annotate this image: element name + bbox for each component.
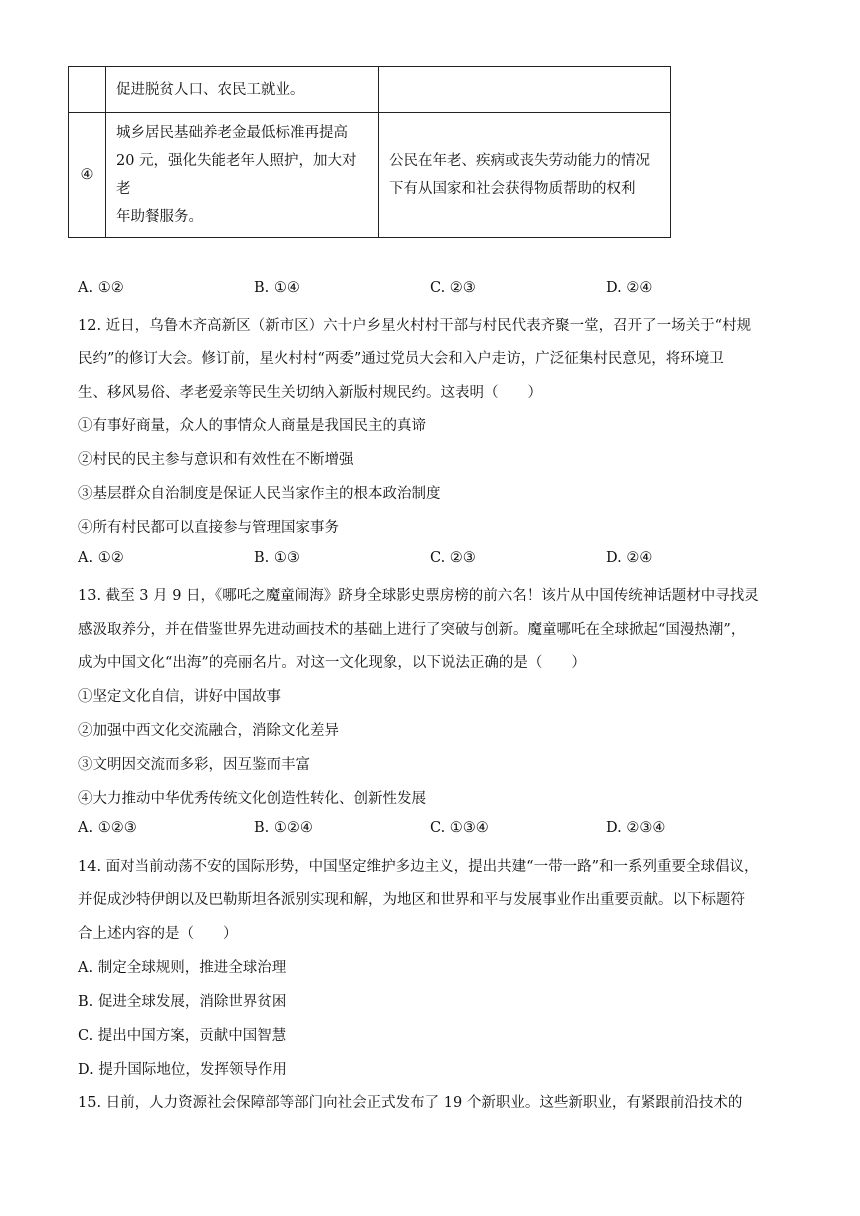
table-row — [69, 67, 671, 113]
q12-choice-c[interactable]: C. ②③ — [430, 550, 476, 566]
q11-choice-b[interactable]: B. ①④ — [254, 280, 300, 296]
q13-stem-line: 感汲取养分，并在借鉴世界先进动画技术的基础上进行了突破与创新。魔童哪吒在全球掀起“国漫热潮”， — [78, 622, 746, 638]
q14-option-a[interactable]: A. 制定全球规则，推进全球治理 — [78, 960, 287, 976]
right-cell — [379, 113, 671, 238]
q14-stem-line: 14. 面对当前动荡不安的国际形势，中国坚定维护多边主义，提出共建“一带一路”和一系列重要全球倡议， — [78, 859, 759, 875]
cell-line: 年助餐服务。 — [116, 209, 203, 225]
q12-stem-line: 民约”的修订大会。修订前，星火村村“两委”通过党员大会和入户走访，广泛征集村民意见，将环境卫 — [78, 351, 724, 367]
q12-item: ②村民的民主参与意识和有效性在不断增强 — [78, 452, 354, 468]
q12-item: ③基层群众自治制度是保证人民当家作主的根本政治制度 — [78, 486, 441, 502]
q13-item: ②加强中西文化交流融合，消除文化差异 — [78, 723, 339, 739]
cell-line: 城乡居民基础养老金最低标准再提高 — [116, 125, 348, 141]
q13-choice-d[interactable]: D. ②③④ — [606, 820, 666, 836]
q13-choice-b[interactable]: B. ①②④ — [254, 820, 313, 836]
q12-stem-line: 生、移风易俗、孝老爱亲等民生关切纳入新版村规民约。这表明（ ） — [78, 385, 542, 401]
q12-stem-line: 12. 近日，乌鲁木齐高新区（新市区）六十户乡星火村村干部与村民代表齐聚一堂，召开了一场关于“村规 — [78, 318, 752, 334]
row-number: ④ — [69, 113, 106, 238]
q12-choice-d[interactable]: D. ②④ — [606, 550, 653, 566]
q13-item: ①坚定文化自信，讲好中国故事 — [78, 689, 281, 705]
q14-option-c[interactable]: C. 提出中国方案，贡献中国智慧 — [78, 1028, 287, 1044]
q11-choice-d[interactable]: D. ②④ — [606, 280, 653, 296]
q11-choice-c[interactable]: C. ②③ — [430, 280, 476, 296]
q12-choice-a[interactable]: A. ①② — [78, 550, 124, 566]
q13-choice-c[interactable]: C. ①③④ — [430, 820, 489, 836]
q15-stem-line: 15. 日前，人力资源社会保障部等部门向社会正式发布了 19 个新职业。这些新职业，有紧跟前沿技术的 — [78, 1095, 743, 1111]
q13-item: ③文明因交流而多彩，因互鉴而丰富 — [78, 757, 310, 773]
table-row — [69, 113, 671, 238]
q14-stem-line: 并促成沙特伊朗以及巴勒斯坦各派别实现和解，为地区和世界和平与发展事业作出重要贡献。以下标题符 — [78, 892, 745, 908]
options-table — [68, 66, 671, 238]
q13-stem-line: 13. 截至 3 月 9 日，《哪吒之魔童闹海》跻身全球影史票房榜的前六名！该片从中国传统神话题材中寻找灵 — [78, 588, 759, 604]
q12-item: ④所有村民都可以直接参与管理国家事务 — [78, 520, 339, 536]
right-cell — [379, 67, 671, 113]
cell-line: 下有从国家和社会获得物质帮助的权利 — [389, 181, 636, 197]
q11-choice-a[interactable]: A. ①② — [78, 280, 124, 296]
q14-stem-line: 合上述内容的是（ ） — [78, 926, 238, 942]
policy-cell — [106, 113, 379, 238]
cell-line: 公民在年老、疾病或丧失劳动能力的情况 — [389, 153, 650, 169]
q13-choice-a[interactable]: A. ①②③ — [78, 820, 137, 836]
q12-item: ①有事好商量，众人的事情众人商量是我国民主的真谛 — [78, 418, 426, 434]
row-number — [69, 67, 106, 113]
q13-item: ④大力推动中华优秀传统文化创造性转化、创新性发展 — [78, 791, 426, 807]
q14-option-b[interactable]: B. 促进全球发展，消除世界贫困 — [78, 994, 287, 1010]
q12-choice-b[interactable]: B. ①③ — [254, 550, 300, 566]
policy-cell: 促进脱贫人口、农民工就业。 — [106, 67, 379, 113]
q14-option-d[interactable]: D. 提升国际地位，发挥领导作用 — [78, 1062, 287, 1078]
cell-line: 20 元，强化失能老年人照护，加大对老 — [116, 153, 357, 197]
q13-stem-line: 成为中国文化“出海”的亮丽名片。对这一文化现象，以下说法正确的是（ ） — [78, 655, 586, 671]
